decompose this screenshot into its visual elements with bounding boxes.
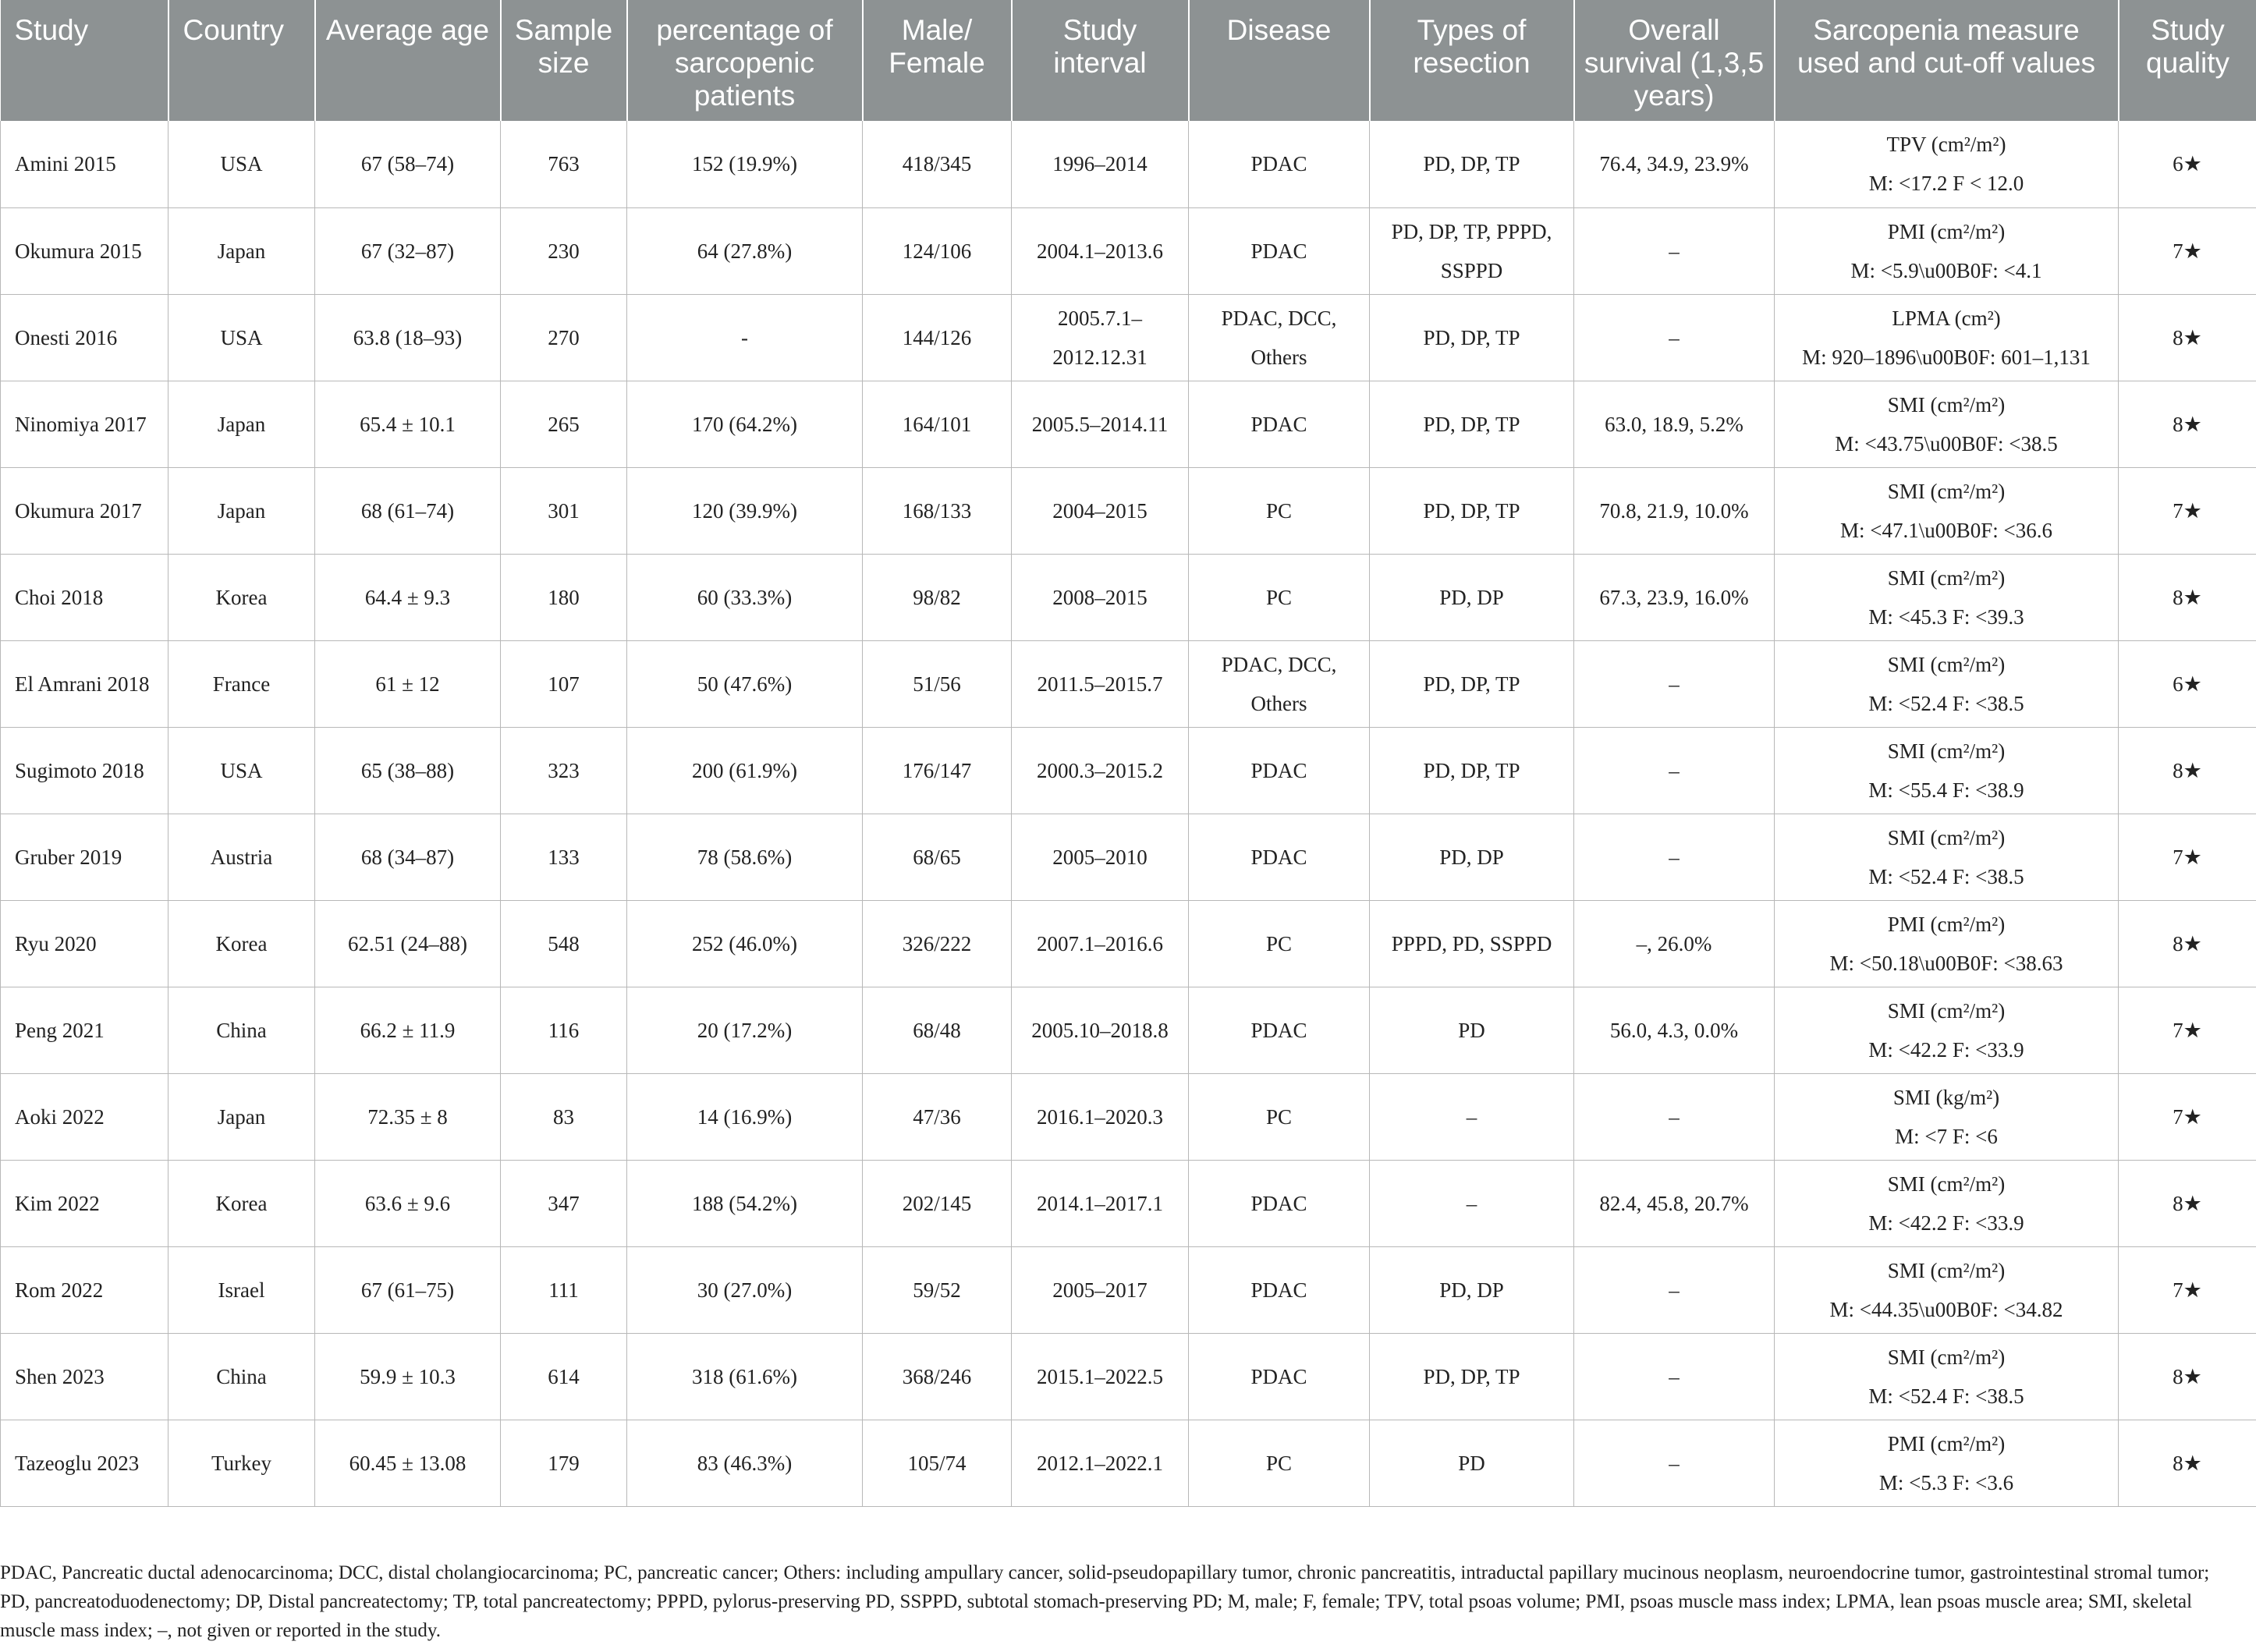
cell-male-female: 326/222 [863,900,1012,987]
cell-overall-survival: – [1574,1333,1775,1420]
cell-study: Ninomiya 2017 [1,381,168,467]
cell-percentage-sarcopenic: 120 (39.9%) [627,467,863,554]
cell-disease: PDAC [1189,381,1370,467]
cell-male-female: 144/126 [863,294,1012,381]
cell-study-quality: 7★ [2119,1246,2256,1333]
cell-study-interval: 1996–2014 [1012,121,1189,207]
cell-study-quality: 8★ [2119,727,2256,814]
table-row [1,294,2256,381]
header-average-age: Average age [315,0,501,121]
cell-average-age: 67 (61–75) [315,1246,501,1333]
measure-cutoff: M: <17.2 F < 12.0 [1868,172,2024,196]
measure-unit: SMI (cm²/m²) [1887,479,2006,503]
cell-study-interval: 2007.1–2016.6 [1012,900,1189,987]
cell-percentage-sarcopenic: - [627,294,863,381]
measure-unit: SMI (cm²/m²) [1887,998,2006,1023]
cell-average-age: 68 (61–74) [315,467,501,554]
cell-average-age: 67 (32–87) [315,207,501,294]
measure-unit: SMI (cm²/m²) [1887,1258,2006,1282]
header-types-of-resection: Types of resection [1370,0,1574,121]
cell-average-age: 67 (58–74) [315,121,501,207]
cell-study-quality: 8★ [2119,1333,2256,1420]
cell-sample-size: 111 [501,1246,627,1333]
header-male-female: Male/ Female [863,0,1012,121]
cell-overall-survival: – [1574,207,1775,294]
cell-study-interval: 2005.10–2018.8 [1012,987,1189,1073]
cell-percentage-sarcopenic: 252 (46.0%) [627,900,863,987]
table-row [1,1246,2256,1333]
cell-average-age: 62.51 (24–88) [315,900,501,987]
cell-types-of-resection: PD [1370,1420,1574,1506]
header-sarcopenia-measure: Sarcopenia measure used and cut-off values [1775,0,2119,121]
cell-study: Rom 2022 [1,1246,168,1333]
cell-percentage-sarcopenic: 83 (46.3%) [627,1420,863,1506]
cell-study-interval: 2012.1–2022.1 [1012,1420,1189,1506]
cell-overall-survival: –, 26.0% [1574,900,1775,987]
cell-overall-survival: 63.0, 18.9, 5.2% [1574,381,1775,467]
measure-cutoff: M: <42.2 F: <33.9 [1868,1037,2024,1062]
cell-male-female: 164/101 [863,381,1012,467]
cell-study: Amini 2015 [1,121,168,207]
measure-unit: TPV (cm²/m²) [1886,133,2006,157]
header-sample-size: Sample size [501,0,627,121]
cell-percentage-sarcopenic: 318 (61.6%) [627,1333,863,1420]
cell-sarcopenia-measure [1775,554,2119,640]
cell-sample-size: 763 [501,121,627,207]
cell-types-of-resection: PD, DP, TP [1370,467,1574,554]
table-row [1,727,2256,814]
cell-sample-size: 180 [501,554,627,640]
cell-country: Japan [168,1073,315,1160]
cell-overall-survival: – [1574,1246,1775,1333]
cell-study-interval: 2005.5–2014.11 [1012,381,1189,467]
cell-study-quality: 8★ [2119,381,2256,467]
cell-country: Austria [168,814,315,900]
cell-study: El Amrani 2018 [1,640,168,727]
cell-country: USA [168,294,315,381]
cell-study-quality: 6★ [2119,640,2256,727]
cell-study-quality: 7★ [2119,987,2256,1073]
measure-unit: SMI (cm²/m²) [1887,1345,2006,1369]
cell-average-age: 60.45 ± 13.08 [315,1420,501,1506]
cell-country: Korea [168,554,315,640]
cell-disease: PC [1189,1420,1370,1506]
cell-sarcopenia-measure [1775,294,2119,381]
cell-overall-survival: 56.0, 4.3, 0.0% [1574,987,1775,1073]
cell-sarcopenia-measure [1775,121,2119,207]
cell-types-of-resection: PPPD, PD, SSPPD [1370,900,1574,987]
cell-types-of-resection: PD, DP, TP [1370,381,1574,467]
table-row [1,640,2256,727]
cell-overall-survival: – [1574,727,1775,814]
cell-study: Aoki 2022 [1,1073,168,1160]
cell-male-female: 68/48 [863,987,1012,1073]
table-row [1,1420,2256,1506]
cell-study-interval: 2005–2017 [1012,1246,1189,1333]
cell-study-interval: 2015.1–2022.5 [1012,1333,1189,1420]
cell-types-of-resection: – [1370,1073,1574,1160]
cell-percentage-sarcopenic: 78 (58.6%) [627,814,863,900]
cell-percentage-sarcopenic: 188 (54.2%) [627,1160,863,1246]
cell-types-of-resection: PD, DP [1370,814,1574,900]
cell-types-of-resection: PD, DP, TP [1370,727,1574,814]
cell-study: Tazeoglu 2023 [1,1420,168,1506]
cell-study-interval: 2011.5–2015.7 [1012,640,1189,727]
cell-sarcopenia-measure [1775,814,2119,900]
cell-sample-size: 179 [501,1420,627,1506]
measure-cutoff: M: <43.75\u00B0F: <38.5 [1835,431,2058,456]
cell-sarcopenia-measure [1775,900,2119,987]
table-row [1,1333,2256,1420]
measure-unit: SMI (cm²/m²) [1887,739,2006,763]
cell-male-female: 47/36 [863,1073,1012,1160]
table-row [1,381,2256,467]
measure-unit: PMI (cm²/m²) [1887,1431,2006,1455]
measure-cutoff: M: <52.4 F: <38.5 [1868,691,2024,715]
cell-percentage-sarcopenic: 20 (17.2%) [627,987,863,1073]
cell-disease: PC [1189,467,1370,554]
cell-average-age: 72.35 ± 8 [315,1073,501,1160]
cell-study-quality: 8★ [2119,900,2256,987]
table-row [1,554,2256,640]
cell-study-quality: 7★ [2119,1073,2256,1160]
cell-types-of-resection: PD, DP [1370,1246,1574,1333]
cell-types-of-resection: PD, DP, TP [1370,121,1574,207]
cell-study-quality: 8★ [2119,294,2256,381]
header-row [1,0,2256,121]
cell-disease: PDAC [1189,987,1370,1073]
cell-average-age: 61 ± 12 [315,640,501,727]
cell-sarcopenia-measure [1775,727,2119,814]
cell-male-female: 418/345 [863,121,1012,207]
cell-study-interval: 2005–2010 [1012,814,1189,900]
header-overall-survival: Overall survival (1,3,5 years) [1574,0,1775,121]
cell-overall-survival: – [1574,814,1775,900]
cell-overall-survival: – [1574,640,1775,727]
cell-disease: PDAC [1189,1333,1370,1420]
measure-cutoff: M: 920–1896\u00B0F: 601–1,131 [1802,345,2091,369]
cell-average-age: 66.2 ± 11.9 [315,987,501,1073]
cell-male-female: 68/65 [863,814,1012,900]
cell-percentage-sarcopenic: 60 (33.3%) [627,554,863,640]
cell-sample-size: 230 [501,207,627,294]
cell-average-age: 64.4 ± 9.3 [315,554,501,640]
cell-percentage-sarcopenic: 30 (27.0%) [627,1246,863,1333]
cell-average-age: 63.6 ± 9.6 [315,1160,501,1246]
cell-study: Ryu 2020 [1,900,168,987]
cell-country: Japan [168,207,315,294]
cell-sample-size: 83 [501,1073,627,1160]
cell-sarcopenia-measure [1775,467,2119,554]
cell-disease: PDAC, DCC, Others [1189,640,1370,727]
cell-study-interval: 2014.1–2017.1 [1012,1160,1189,1246]
cell-country: USA [168,727,315,814]
cell-types-of-resection: PD, DP, TP [1370,294,1574,381]
table-row [1,1073,2256,1160]
cell-disease: PC [1189,554,1370,640]
cell-study: Shen 2023 [1,1333,168,1420]
cell-sample-size: 301 [501,467,627,554]
cell-study: Kim 2022 [1,1160,168,1246]
cell-disease: PDAC [1189,121,1370,207]
measure-unit: SMI (cm²/m²) [1887,652,2006,676]
cell-study-interval: 2016.1–2020.3 [1012,1073,1189,1160]
cell-country: China [168,987,315,1073]
measure-unit: SMI (cm²/m²) [1887,825,2006,849]
cell-study-interval: 2005.7.1–2012.12.31 [1012,294,1189,381]
cell-overall-survival: – [1574,294,1775,381]
cell-types-of-resection: PD [1370,987,1574,1073]
cell-disease: PDAC [1189,1160,1370,1246]
table-body [1,121,2256,1506]
table-row [1,467,2256,554]
header-study-quality: Study quality [2119,0,2256,121]
cell-country: USA [168,121,315,207]
cell-study: Peng 2021 [1,987,168,1073]
cell-average-age: 63.8 (18–93) [315,294,501,381]
cell-study-interval: 2004–2015 [1012,467,1189,554]
cell-male-female: 105/74 [863,1420,1012,1506]
cell-male-female: 98/82 [863,554,1012,640]
cell-country: Japan [168,381,315,467]
table-row [1,814,2256,900]
cell-average-age: 68 (34–87) [315,814,501,900]
cell-sarcopenia-measure [1775,987,2119,1073]
cell-sample-size: 347 [501,1160,627,1246]
cell-sample-size: 323 [501,727,627,814]
measure-unit: SMI (cm²/m²) [1887,565,2006,590]
table-row [1,207,2256,294]
cell-sample-size: 133 [501,814,627,900]
cell-disease: PDAC [1189,727,1370,814]
cell-study-quality: 7★ [2119,207,2256,294]
measure-unit: PMI (cm²/m²) [1887,219,2006,243]
cell-overall-survival: 67.3, 23.9, 16.0% [1574,554,1775,640]
header-percentage-sarcopenic: percentage of sarcopenic patients [627,0,863,121]
cell-male-female: 168/133 [863,467,1012,554]
cell-overall-survival: – [1574,1420,1775,1506]
cell-sample-size: 107 [501,640,627,727]
cell-study-quality: 7★ [2119,467,2256,554]
cell-sarcopenia-measure [1775,381,2119,467]
cell-sarcopenia-measure [1775,1420,2119,1506]
cell-study: Onesti 2016 [1,294,168,381]
cell-sarcopenia-measure [1775,207,2119,294]
cell-country: Turkey [168,1420,315,1506]
cell-overall-survival: 70.8, 21.9, 10.0% [1574,467,1775,554]
cell-percentage-sarcopenic: 200 (61.9%) [627,727,863,814]
cell-sarcopenia-measure [1775,1160,2119,1246]
cell-disease: PDAC [1189,814,1370,900]
header-study-interval: Study interval [1012,0,1189,121]
cell-overall-survival: 82.4, 45.8, 20.7% [1574,1160,1775,1246]
cell-study-quality: 8★ [2119,554,2256,640]
header-study: Study [1,0,168,121]
table-row [1,121,2256,207]
cell-types-of-resection: – [1370,1160,1574,1246]
cell-sarcopenia-measure [1775,1246,2119,1333]
measure-cutoff: M: <44.35\u00B0F: <34.82 [1829,1297,2063,1321]
cell-types-of-resection: PD, DP, TP, PPPD, SSPPD [1370,207,1574,294]
cell-study-quality: 7★ [2119,814,2256,900]
cell-study: Okumura 2017 [1,467,168,554]
cell-overall-survival: – [1574,1073,1775,1160]
cell-study-quality: 6★ [2119,121,2256,207]
cell-male-female: 202/145 [863,1160,1012,1246]
measure-unit: SMI (cm²/m²) [1887,392,2006,417]
cell-percentage-sarcopenic: 14 (16.9%) [627,1073,863,1160]
cell-overall-survival: 76.4, 34.9, 23.9% [1574,121,1775,207]
cell-sarcopenia-measure [1775,1073,2119,1160]
cell-average-age: 65.4 ± 10.1 [315,381,501,467]
cell-sarcopenia-measure [1775,640,2119,727]
measure-unit: SMI (cm²/m²) [1887,1172,2006,1196]
cell-study-quality: 8★ [2119,1160,2256,1246]
measure-unit: SMI (kg/m²) [1892,1085,2000,1109]
cell-country: Korea [168,900,315,987]
cell-average-age: 59.9 ± 10.3 [315,1333,501,1420]
measure-cutoff: M: <42.2 F: <33.9 [1868,1211,2024,1235]
cell-study-interval: 2004.1–2013.6 [1012,207,1189,294]
measure-cutoff: M: <52.4 F: <38.5 [1868,864,2024,888]
cell-disease: PDAC [1189,1246,1370,1333]
cell-percentage-sarcopenic: 152 (19.9%) [627,121,863,207]
header-country: Country [168,0,315,121]
cell-disease: PDAC, DCC, Others [1189,294,1370,381]
cell-male-female: 124/106 [863,207,1012,294]
cell-study: Gruber 2019 [1,814,168,900]
measure-cutoff: M: <45.3 F: <39.3 [1868,604,2024,629]
header-disease: Disease [1189,0,1370,121]
cell-percentage-sarcopenic: 50 (47.6%) [627,640,863,727]
cell-male-female: 368/246 [863,1333,1012,1420]
cell-sample-size: 265 [501,381,627,467]
measure-unit: PMI (cm²/m²) [1887,912,2006,936]
cell-study: Okumura 2015 [1,207,168,294]
measure-cutoff: M: <52.4 F: <38.5 [1868,1384,2024,1408]
cell-country: France [168,640,315,727]
cell-disease: PDAC [1189,207,1370,294]
cell-study-interval: 2000.3–2015.2 [1012,727,1189,814]
table-row [1,1160,2256,1246]
measure-cutoff: M: <47.1\u00B0F: <36.6 [1840,518,2052,542]
cell-study: Sugimoto 2018 [1,727,168,814]
cell-disease: PC [1189,900,1370,987]
cell-average-age: 65 (38–88) [315,727,501,814]
table-footnote: PDAC, Pancreatic ductal adenocarcinoma; DCC, distal cholangiocarcinoma; PC, pancreatic cancer; Others: including ampullary cancer, solid-pseudopapillary tumor, chronic pancreatitis, intraductal papillary mucinous neoplasm, neuroendocrine tumor, gastrointestinal stromal tumor; PD, pancreatoduodenectomy; DP, Distal pancreatectomy; TP, total pancreatectomy; PPPD, pylorus-preserving PD, SSPPD, subtotal stomach-preserving PD; M, male; F, female; TPV, total psoas volume; PMI, psoas muscle mass index; LPMA, lean psoas muscle area; SMI, skeletal muscle mass index; –, not given or reported in the study. [0,1562,2210,1641]
cell-country: China [168,1333,315,1420]
measure-cutoff: M: <5.9\u00B0F: <4.1 [1850,258,2042,282]
cell-sample-size: 116 [501,987,627,1073]
measure-cutoff: M: <50.18\u00B0F: <38.63 [1829,951,2063,975]
cell-sarcopenia-measure [1775,1333,2119,1420]
cell-sample-size: 548 [501,900,627,987]
cell-percentage-sarcopenic: 64 (27.8%) [627,207,863,294]
cell-male-female: 59/52 [863,1246,1012,1333]
cell-male-female: 51/56 [863,640,1012,727]
measure-unit: LPMA (cm²) [1892,306,2001,330]
measure-cutoff: M: <55.4 F: <38.9 [1868,778,2024,802]
measure-cutoff: M: <7 F: <6 [1895,1124,1998,1148]
cell-percentage-sarcopenic: 170 (64.2%) [627,381,863,467]
cell-country: Korea [168,1160,315,1246]
cell-types-of-resection: PD, DP, TP [1370,1333,1574,1420]
cell-male-female: 176/147 [863,727,1012,814]
cell-types-of-resection: PD, DP [1370,554,1574,640]
cell-study-interval: 2008–2015 [1012,554,1189,640]
table-row [1,900,2256,987]
cell-sample-size: 614 [501,1333,627,1420]
cell-study-quality: 8★ [2119,1420,2256,1506]
cell-disease: PC [1189,1073,1370,1160]
cell-sample-size: 270 [501,294,627,381]
cell-types-of-resection: PD, DP, TP [1370,640,1574,727]
measure-cutoff: M: <5.3 F: <3.6 [1878,1470,2014,1494]
cell-study: Choi 2018 [1,554,168,640]
cell-country: Japan [168,467,315,554]
table-row [1,987,2256,1073]
cell-country: Israel [168,1246,315,1333]
